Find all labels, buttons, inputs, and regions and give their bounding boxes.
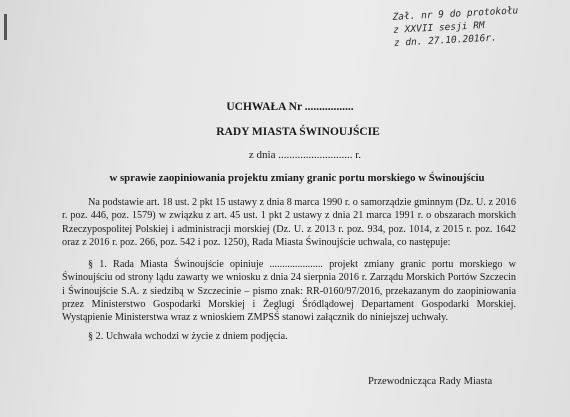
section-2-text: § 2. Uchwała wchodzi w życie z dniem podjęcia. [88,331,288,342]
section-1-text: § 1. Rada Miasta Świnoujście opiniuje ..................... projekt zmiany granic portu morskiego w Świnoujściu od strony lądu zawarty we wniosku z dnia 24 sierpnia 2016 r. Zarządu Morskich Portów Szczecin i Świnoujście S.A. z siedzibą w Szczecinie – pismo znak: RR-0160/97/2016, przekazanym do zaopiniowania przez Ministerstwo Gospodarki Morskiej i Żeglugi Śródlądowej Departament Gospodarki Morskiej. Wystąpienie Ministerstwa wraz z wnioskiem ZMPSŚ stanowi załącznik do niniejszej uchwały. [62,259,516,324]
council-name: RADY MIASTA ŚWINOUJŚCIE [216,126,380,138]
preamble-paragraph [62,196,516,249]
binder-mark [4,14,7,40]
resolution-date: z dnia ........................... r. [248,149,362,161]
resolution-subject: w sprawie zaopiniowania projektu zmiany granic portu morskiego w Świnoujściu [109,172,485,184]
handwritten-note [392,2,564,50]
handwritten-note-line-2: z XXVII sesji RM [392,20,485,36]
section-1-paragraph [62,258,516,324]
signature-line: Przewodnicząca Rady Miasta [368,376,493,387]
preamble-text: Na podstawie art. 18 ust. 2 pkt 15 ustawy z dnia 8 marca 1990 r. o samorządzie gminnym (Dz. U. z 2016 r. poz. 446, poz. 1579) w związku z art. 45 ust. 1 pkt 2 ustawy z dnia 21 marca 1991 r. o obszarach morskich Rzeczypospolitej Polskiej i administracji morskiej (Dz. U. z 2013 r. poz. 934, poz. 1014, z 2015 r. poz. 1642 oraz z 2016 r. poz. 266, poz. 542 i poz. 1250), Rada Miasta Świnoujście uchwala, co następuje: [62,197,516,248]
handwritten-note-line-1: Zał. nr 9 do protokołu [392,5,519,23]
resolution-number: UCHWAŁA Nr ................. [226,101,354,113]
section-2-paragraph [62,330,516,343]
handwritten-note-line-3: z dn. 27.10.2016r. [393,32,498,49]
